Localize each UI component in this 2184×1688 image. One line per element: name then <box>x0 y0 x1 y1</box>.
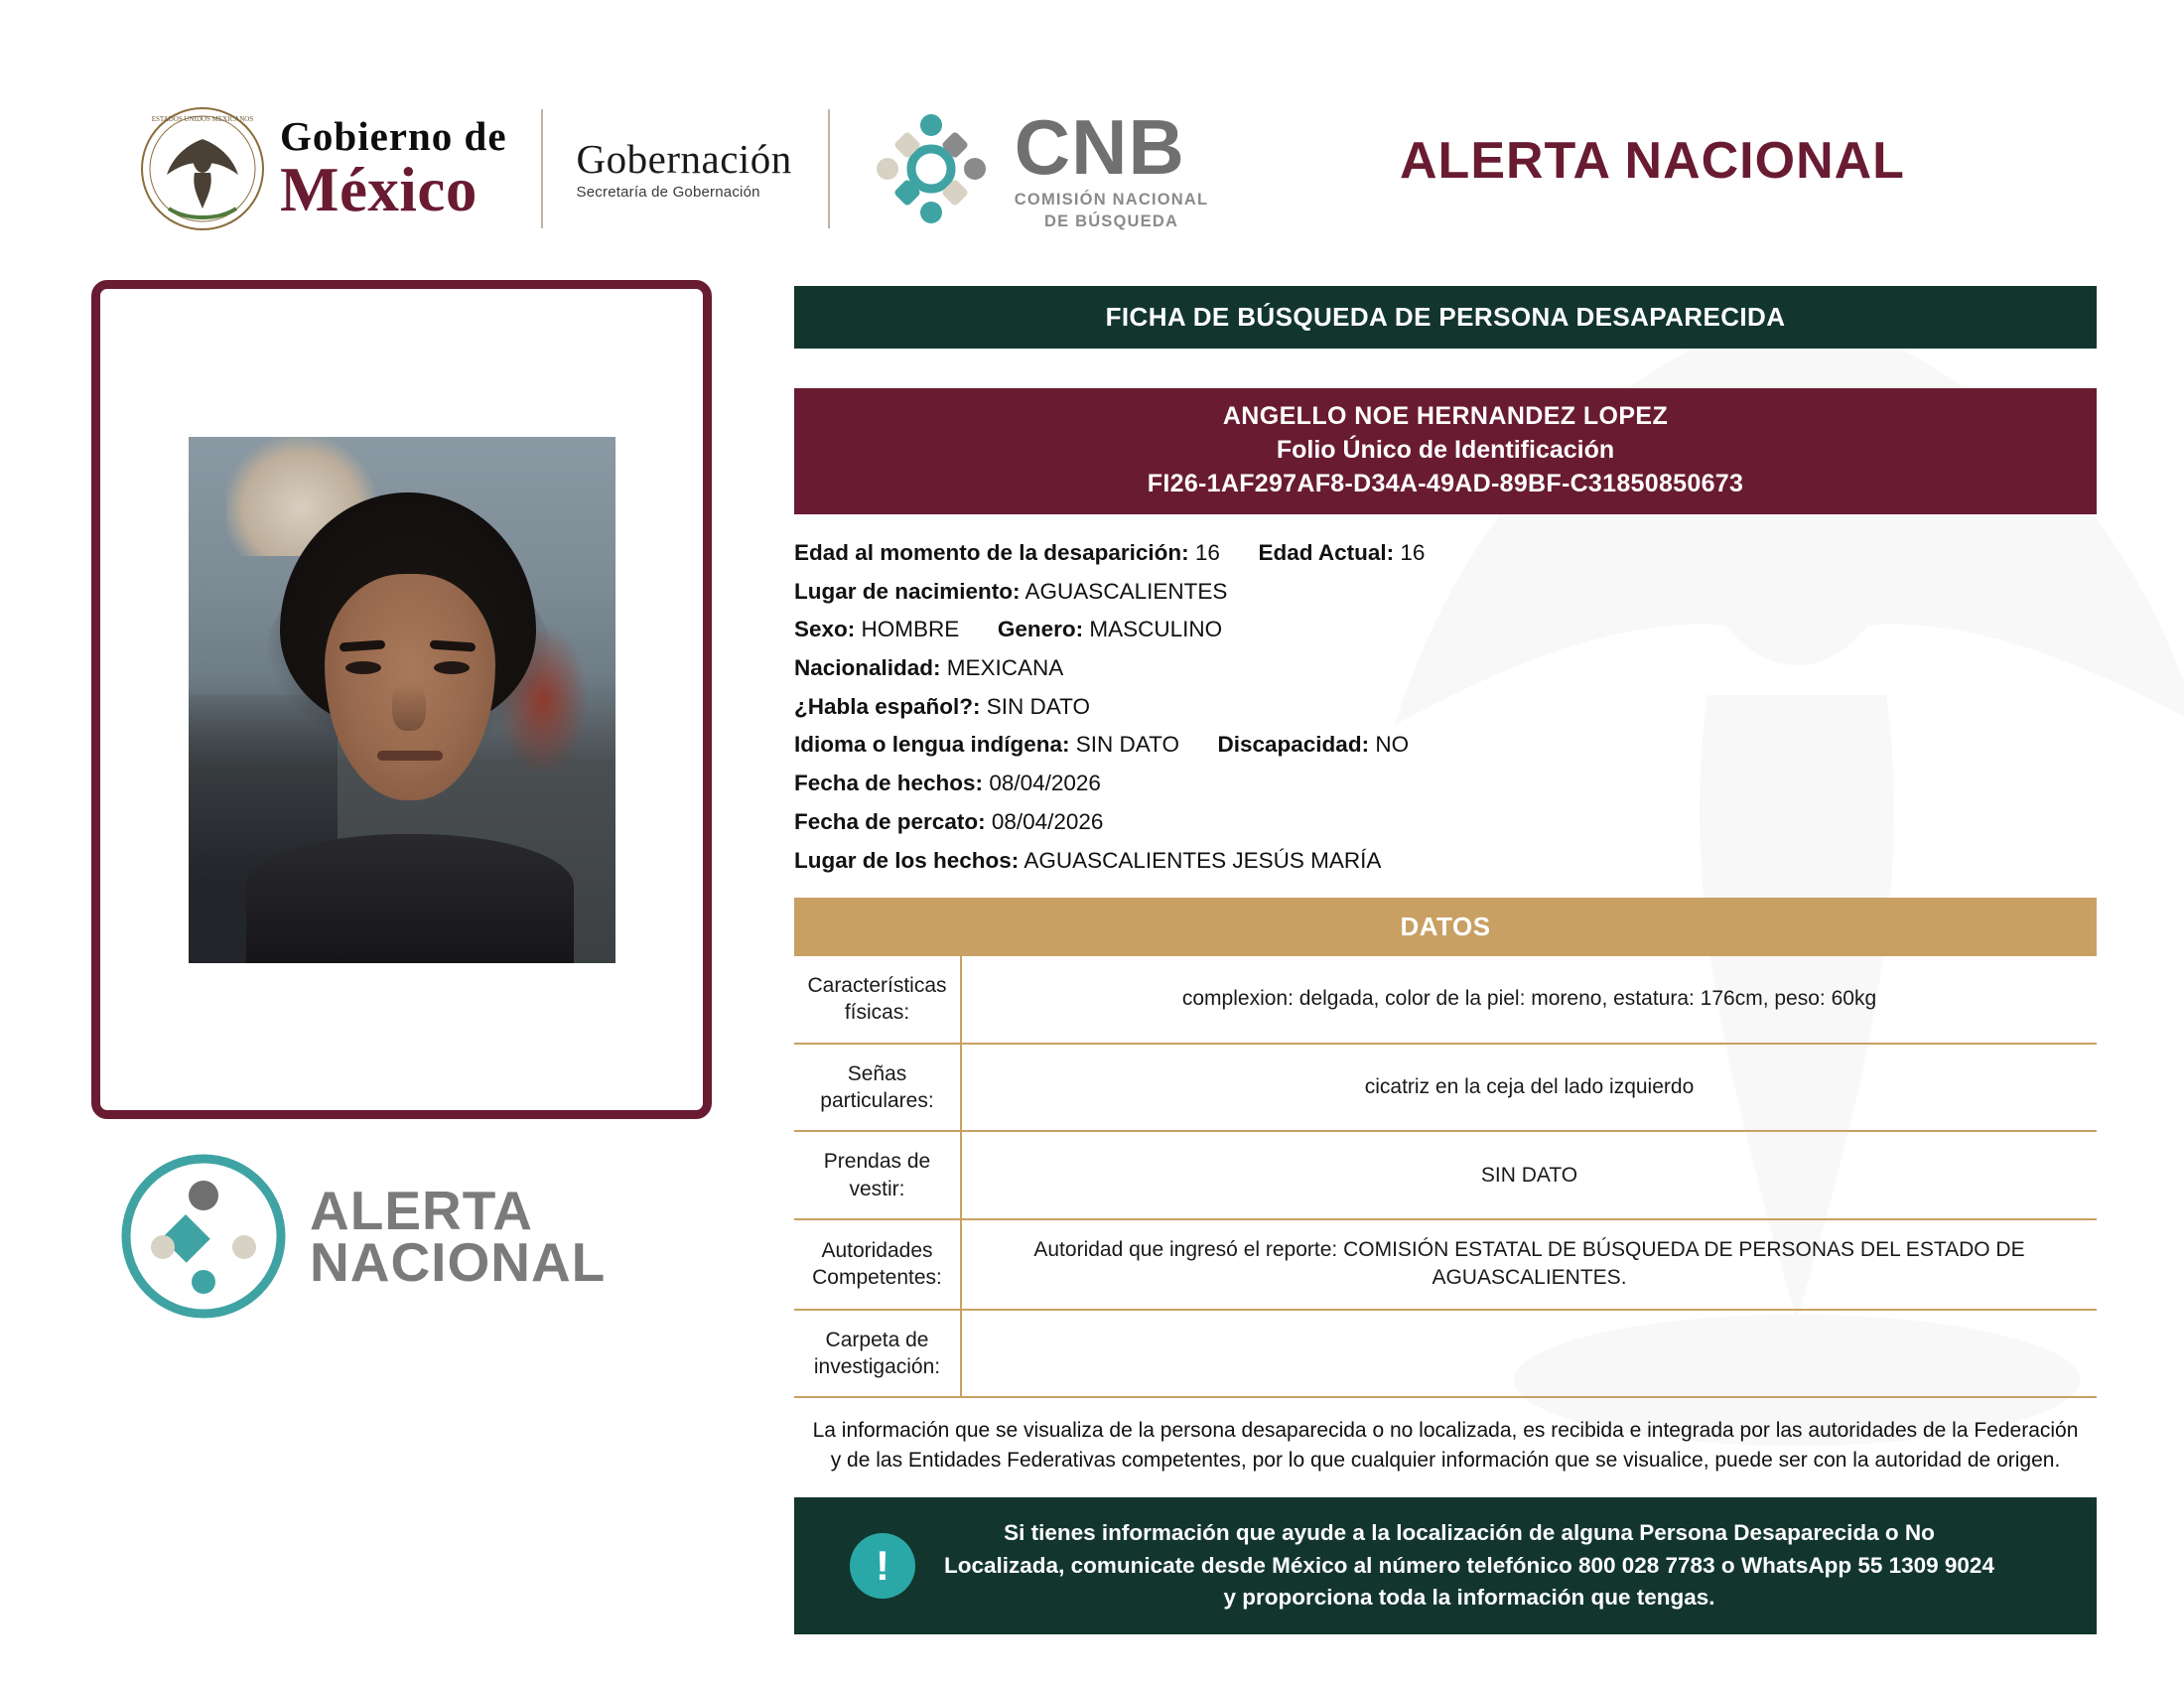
cnb-name-line1: COMISIÓN NACIONAL <box>1014 190 1209 209</box>
fact-row-habla-espanol <box>794 688 2097 727</box>
gobierno-label: Gobierno de <box>280 113 507 159</box>
fact-row-lugar-nacimiento <box>794 573 2097 612</box>
header-divider-2 <box>828 109 830 228</box>
row-value-carpeta <box>961 1310 2097 1398</box>
alerta-nacional-mark-icon <box>119 1152 288 1321</box>
table-row <box>794 1131 2097 1219</box>
alerta-logo-line2: NACIONAL <box>310 1231 607 1293</box>
genero-label: Genero: <box>997 617 1084 642</box>
table-row <box>794 1310 2097 1398</box>
fecha-percato-label: Fecha de percato: <box>794 808 986 834</box>
idioma-value: SIN DATO <box>1075 732 1179 758</box>
table-row <box>794 1219 2097 1310</box>
folio-value: FI26-1AF297AF8-D34A-49AD-89BF-C31850850673 <box>1147 470 1744 497</box>
cnb-acronym: CNB <box>1014 102 1185 191</box>
fecha-hechos-label: Fecha de hechos: <box>794 771 984 796</box>
page-header <box>0 0 2184 268</box>
edad-desaparicion-value: 16 <box>1194 540 1220 565</box>
fact-row-sexo-genero <box>794 611 2097 649</box>
fact-row-nacionalidad <box>794 649 2097 688</box>
lugar-hechos-value: AGUASCALIENTES JESÚS MARÍA <box>1024 847 1382 873</box>
row-label-senas: Señas particulares: <box>794 1044 961 1132</box>
edad-actual-value: 16 <box>1400 540 1426 565</box>
nacionalidad-label: Nacionalidad: <box>794 655 941 681</box>
sheet-content <box>794 286 2097 1634</box>
person-photo-frame <box>91 280 712 1119</box>
fact-row-edad <box>794 534 2097 573</box>
genero-value: MASCULINO <box>1089 617 1223 642</box>
cnb-name-line2: DE BÚSQUEDA <box>1043 212 1179 230</box>
discapacidad-value: NO <box>1375 732 1410 758</box>
table-row <box>794 956 2097 1044</box>
cnb-people-mark-icon <box>862 99 1001 238</box>
edad-desaparicion-label: Edad al momento de la desaparición: <box>794 540 1189 565</box>
contact-text: Si tienes información que ayude a la localización de alguna Persona Desaparecida o No Localizada, comunicate desde México al número telefónico 800 028 7783 o WhatsApp 55 1309 9024 y proporciona toda la información que tengas. <box>944 1519 1994 1611</box>
gobernacion-sublabel: Secretaría de Gobernación <box>576 183 760 201</box>
contact-band <box>794 1497 2097 1634</box>
fact-row-lugar-hechos <box>794 842 2097 881</box>
fecha-hechos-value: 08/04/2026 <box>989 771 1101 796</box>
discapacidad-label: Discapacidad: <box>1217 732 1370 758</box>
row-value-caracteristicas: complexion: delgada, color de la piel: moreno, estatura: 176cm, peso: 60kg <box>961 956 2097 1044</box>
fecha-percato-value: 08/04/2026 <box>991 808 1104 834</box>
gobernacion-logo <box>576 135 792 201</box>
fact-row-fecha-hechos <box>794 765 2097 803</box>
gobernacion-label: Gobernación <box>576 135 792 182</box>
svg-text:ESTADOS UNIDOS MEXICANOS: ESTADOS UNIDOS MEXICANOS <box>151 115 254 123</box>
datos-section-title: DATOS <box>794 898 2097 956</box>
row-label-caracteristicas: Características físicas: <box>794 956 961 1044</box>
person-facts <box>794 534 2097 880</box>
edad-actual-label: Edad Actual: <box>1258 540 1395 565</box>
habla-espanol-value: SIN DATO <box>986 693 1090 719</box>
idioma-label: Idioma o lengua indígena: <box>794 732 1070 758</box>
cnb-logo <box>862 99 1208 238</box>
fact-row-fecha-percato <box>794 803 2097 842</box>
habla-espanol-label: ¿Habla español?: <box>794 693 981 719</box>
sexo-value: HOMBRE <box>861 617 960 642</box>
table-row <box>794 1044 2097 1132</box>
gobierno-de-mexico-logo <box>139 105 507 232</box>
lugar-hechos-label: Lugar de los hechos: <box>794 847 1020 873</box>
exclamation-icon: ! <box>850 1533 915 1599</box>
row-label-prendas: Prendas de vestir: <box>794 1131 961 1219</box>
folio-label: Folio Único de Identificación <box>1276 436 1615 464</box>
lugar-nacimiento-label: Lugar de nacimiento: <box>794 578 1021 604</box>
sheet-title-band: FICHA DE BÚSQUEDA DE PERSONA DESAPARECIDA <box>794 286 2097 349</box>
lugar-nacimiento-value: AGUASCALIENTES <box>1024 578 1228 604</box>
nacionalidad-value: MEXICANA <box>946 655 1064 681</box>
person-photo <box>189 437 615 963</box>
row-value-senas: cicatriz en la ceja del lado izquierdo <box>961 1044 2097 1132</box>
header-divider-1 <box>541 109 543 228</box>
sexo-label: Sexo: <box>794 617 856 642</box>
person-name: ANGELLO NOE HERNANDEZ LOPEZ <box>1222 402 1669 430</box>
fact-row-idioma <box>794 726 2097 765</box>
row-value-autoridades: Autoridad que ingresó el reporte: COMISIÓN ESTATAL DE BÚSQUEDA DE PERSONAS DEL ESTADO DE AGUASCALIENTES. <box>961 1219 2097 1310</box>
alerta-logo-line1: ALERTA <box>310 1179 533 1241</box>
alerta-nacional-heading: ALERTA NACIONAL <box>1400 132 1905 190</box>
datos-table <box>794 956 2097 1398</box>
alerta-nacional-logo <box>119 1152 606 1321</box>
person-identity-band <box>794 388 2097 514</box>
row-label-autoridades: Autoridades Competentes: <box>794 1219 961 1310</box>
row-label-carpeta: Carpeta de investigación: <box>794 1310 961 1398</box>
disclaimer-text: La información que se visualiza de la persona desaparecida o no localizada, es recibida e integrada por las autoridades de la Federación y de las Entidades Federativas competentes, por lo que cualquier información que se visualice, puede ser con la autoridad de origen. <box>812 1419 2079 1473</box>
row-value-prendas: SIN DATO <box>961 1131 2097 1219</box>
mexican-eagle-seal-icon <box>139 105 266 232</box>
mexico-label: México <box>280 155 478 224</box>
